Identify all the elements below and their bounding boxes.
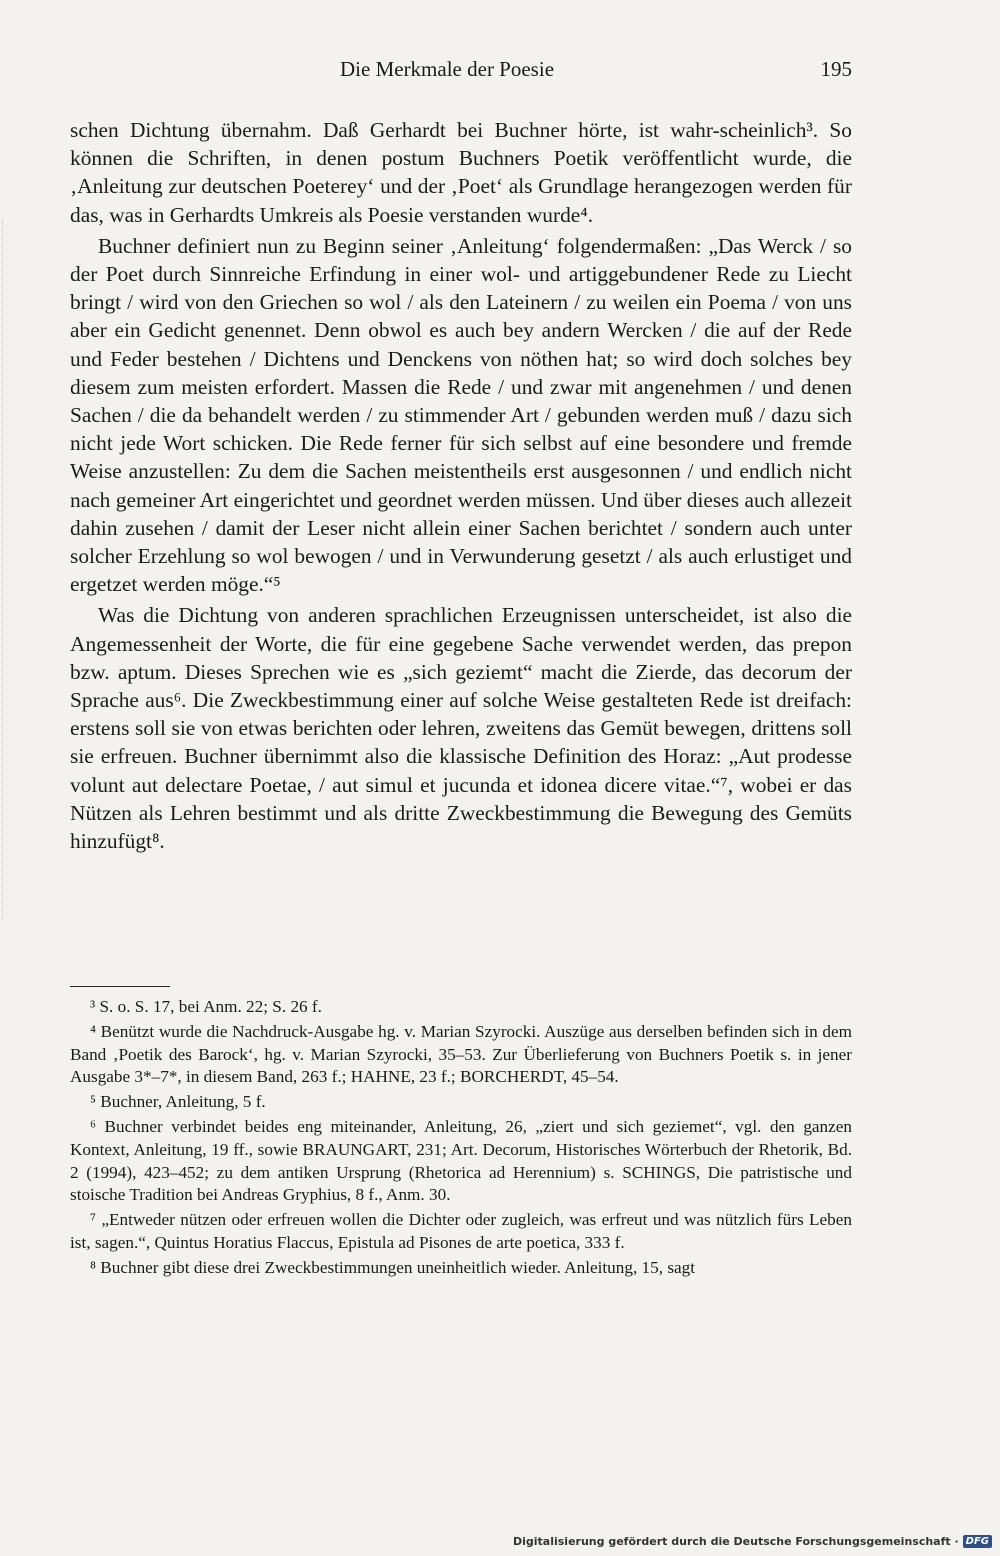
credit-text: Digitalisierung gefördert durch die Deutsche Forschungsgemeinschaft ·: [512, 1535, 959, 1548]
footnote-7: ⁷ „Entweder nützen oder erfreuen wollen die Dichter oder zugleich, was erfreut und was nützlich fürs Leben ist, sagen.“, Quintus Horatius Flaccus, Epistula ad Pisones de arte poetica, 333 f.: [70, 1210, 852, 1252]
footnote-8: ⁸ Buchner gibt diese drei Zweckbestimmungen uneinheitlich wieder. Anleitung, 15, sagt: [90, 1257, 696, 1277]
paragraph-3: Was die Dichtung von anderen sprachlichen Erzeugnissen unterscheidet, ist also die Angemessenheit der Worte, die für eine gegebene Sache verwendet werden, das prepon bzw. aptum. Dieses Sprechen wie es „sich geziemt“ macht die Zierde, das decorum der Sprache aus⁶. Die Zweckbestimmung einer auf solche Weise gestalteten Rede ist dreifach: erstens soll sie von etwas berichten oder lehren, zweitens das Gemüt bewegen, drittens soll sie erfreuen. Buchner übernimmt also die klassische Definition des Horaz: „Aut prodesse volunt aut delectare Poetae, / aut simul et jucunda et idonea dicere vitae.“⁷, wobei er das Nützen als Lehren bestimmt und als dritte Zweckbestimmung die Bewegung des Gemüts hinzufügt⁸.: [70, 603, 852, 854]
paragraph-2: Buchner definiert nun zu Beginn seiner ‚Anleitung‘ folgendermaßen: „Das Werck / so der Poet durch Sinnreiche Erfindung in einer wol- und artiggebundener Rede zu Liecht bringt / wird von den Griechen so wol / als den Lateinern / zu weilen ein Poema / von uns aber ein Gedicht genennet. Denn obwol es auch bey andern Wercken / die auf der Rede und Feder bestehen / Dichtens und Denckens von nöthen hat; so wird doch solches bey diesem zum meisten erfordert. Massen die Rede / und zwar mit angenehmen / und denen Sachen / die da behandelt werden / zu stimmender Art / gebunden werden muß / dazu sich nicht jede Wort schicken. Die Rede ferner für sich selbst auf eine besondere und fremde Weise anzustellen: Zu dem die Sachen meistentheils erst ausgesonnen / und endlich nicht nach gemeiner Art eingerichtet und geordnet werden müssen. Und über dieses auch allezeit dahin zusehen / damit der Leser nicht allein einer Sachen berichtet / sondern auch unter solcher Erzehlung so wol bewogen / und in Verwunderung gesetzt / als auch erlustiget und ergetzet werden möge.“⁵: [70, 233, 852, 597]
running-title: Die Merkmale der Poesie: [340, 57, 555, 81]
footnotes: [70, 996, 852, 1282]
scan-margin-artifact: [2, 220, 11, 920]
digitization-credit: [513, 1535, 992, 1548]
page-number: 195: [820, 57, 852, 81]
footnote-5: ⁵ Buchner, Anleitung, 5 f.: [90, 1092, 266, 1112]
footnote-4: ⁴ Benützt wurde die Nachdruck-Ausgabe hg. v. Marian Szyrocki. Auszüge aus derselben befinden sich in dem Band ‚Poetik des Barock‘, hg. v. Marian Szyrocki, 35–53. Zur Überlieferung von Buchners Poetik s. in jener Ausgabe 3*–7*, in diesem Band, 263 f.; HAHNE, 23 f.; BORCHERDT, 45–54.: [70, 1021, 852, 1087]
footnote-divider: [70, 986, 170, 987]
footnote-3: ³ S. o. S. 17, bei Anm. 22; S. 26 f.: [90, 997, 322, 1016]
footnote-6: ⁶ Buchner verbindet beides eng miteinander, Anleitung, 26, „ziert und sich geziemet“, vgl. den ganzen Kontext, Anleitung, 19 ff., sowie BRAUNGART, 231; Art. Decorum, Historisches Wörterbuch der Rhetorik, Bd. 2 (1994), 423–452; zu dem antiken Ursprung (Rhetorica ad Herennium) s. SCHINGS, Die patristische und stoische Tradition bei Andreas Gryphius, 8 f., Anm. 30.: [70, 1116, 852, 1205]
dfg-logo-icon: DFG: [963, 1535, 992, 1548]
paragraph-1: schen Dichtung übernahm. Daß Gerhardt bei Buchner hörte, ist wahr-scheinlich³. So können die Schriften, in denen postum Buchners Poetik veröffentlicht wurde, die ‚Anleitung zur deutschen Poeterey‘ und der ‚Poet‘ als Grundlage herangezogen werden für das, was in Gerhardts Umkreis als Poesie verstanden wurde⁴.: [70, 118, 852, 227]
running-header: [70, 57, 852, 91]
main-text: [70, 116, 852, 855]
